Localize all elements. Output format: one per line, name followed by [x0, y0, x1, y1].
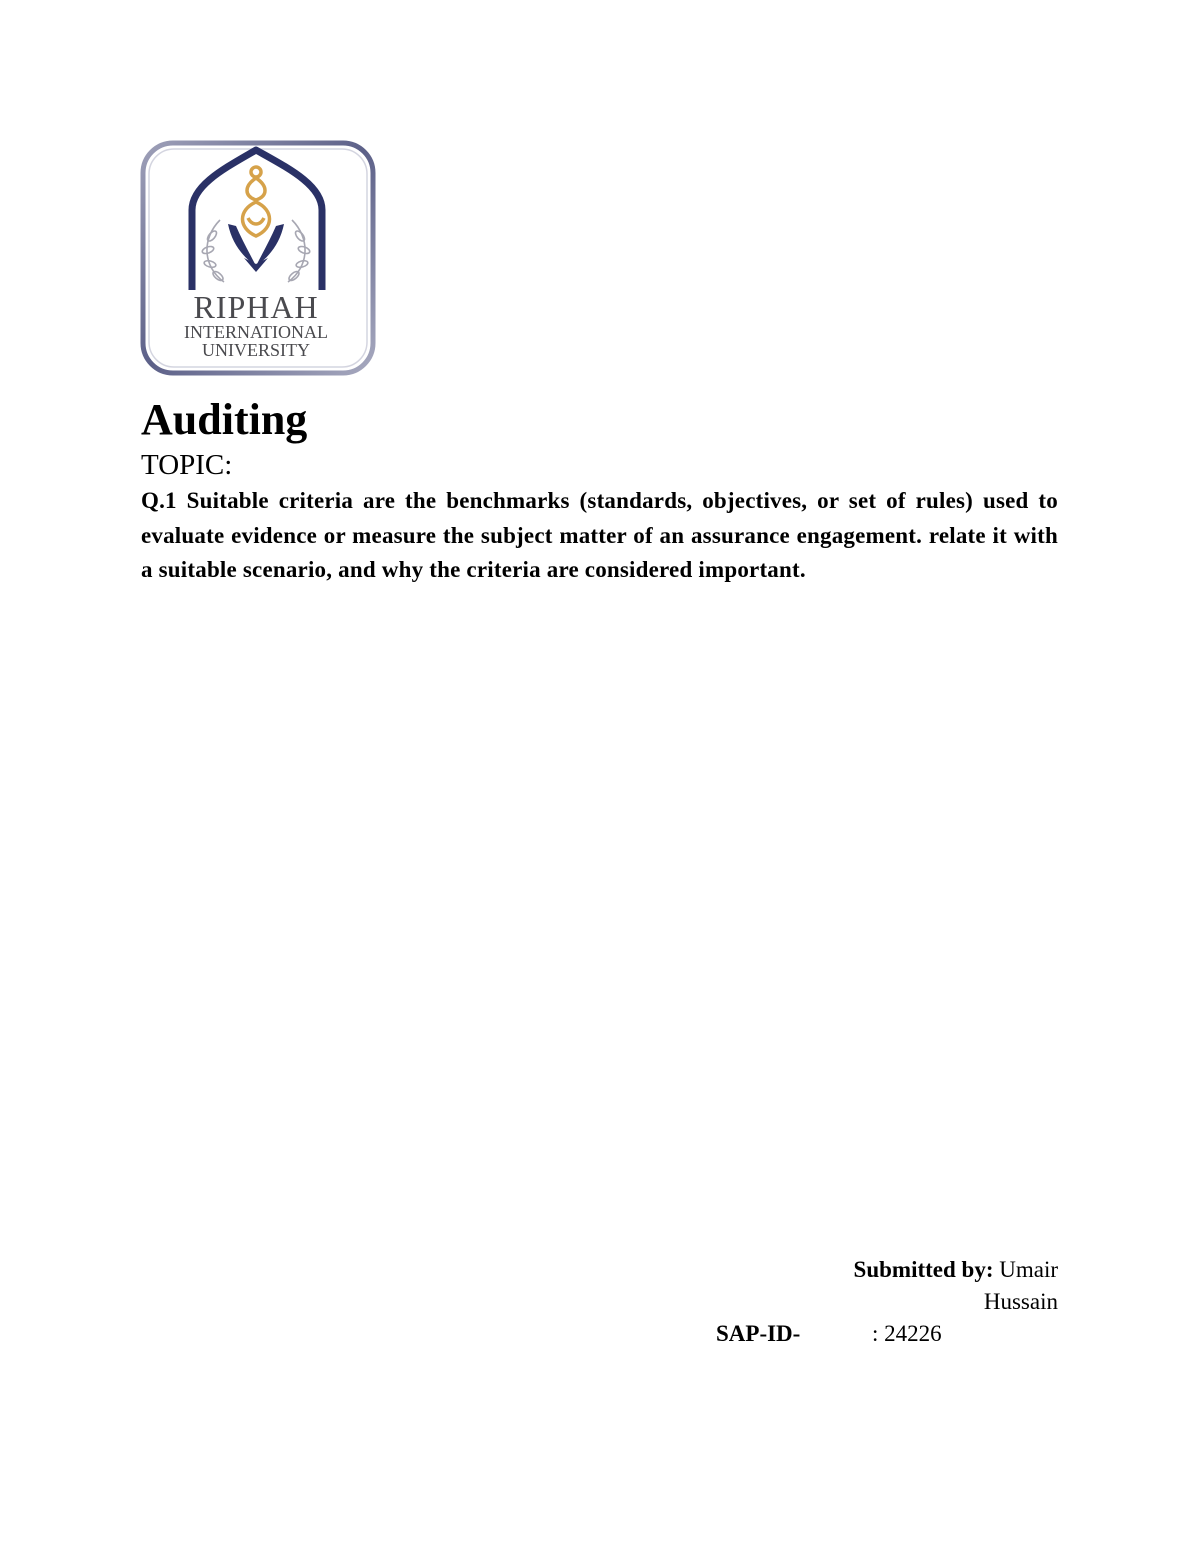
- logo-text-international: INTERNATIONAL: [184, 322, 328, 342]
- submitter-last-name: Hussain: [983, 1289, 1058, 1314]
- riphah-university-logo: [140, 140, 376, 376]
- logo-text-university: UNIVERSITY: [202, 340, 310, 360]
- question-text: Q.1 Suitable criteria are the benchmarks (standards, objectives, or set of rules) used to evaluate evidence or measure the subject matter of an assurance engagement. relate it with a suitable scenario, and why the criteria are considered important.: [141, 488, 1058, 582]
- submitter-first-name: Umair: [999, 1257, 1058, 1282]
- submitted-by-label: Submitted by:: [853, 1257, 994, 1282]
- sap-id-block: [716, 1318, 942, 1350]
- document-title: Auditing: [141, 395, 308, 444]
- topic-label: TOPIC:: [141, 449, 233, 481]
- submitted-by-block: [800, 1254, 1058, 1318]
- sap-id-label: SAP-ID-: [716, 1321, 801, 1346]
- logo-text-riphah: RIPHAH: [193, 289, 319, 325]
- sap-id-value: : 24226: [872, 1321, 942, 1346]
